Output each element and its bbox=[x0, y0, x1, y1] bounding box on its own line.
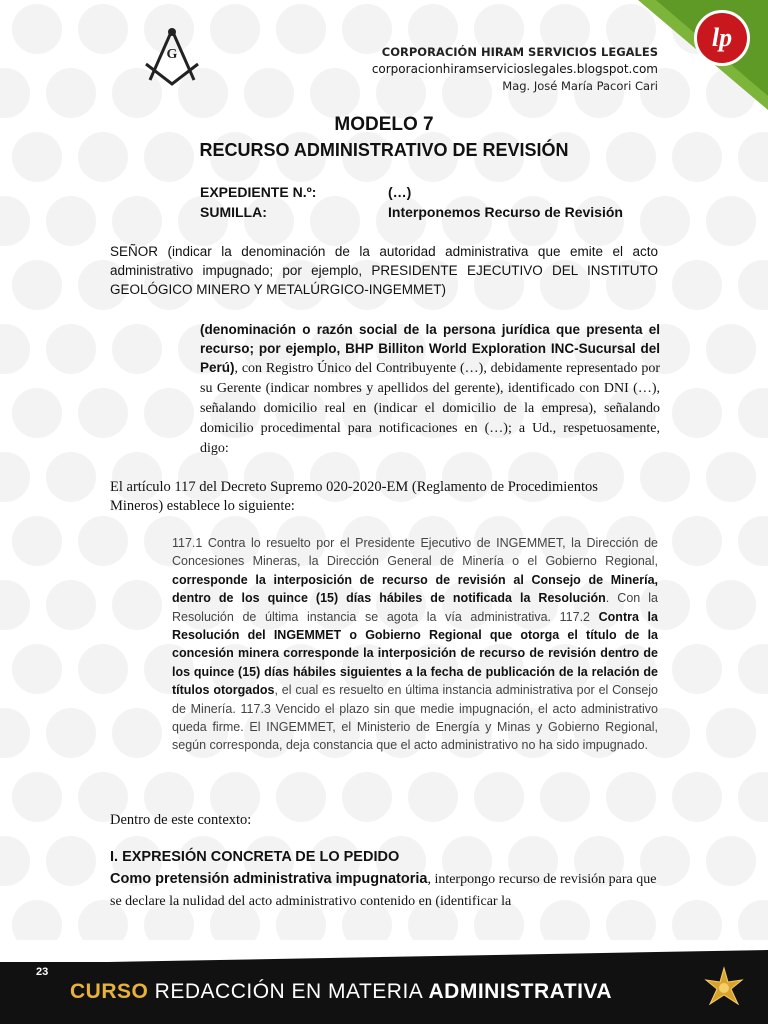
sumilla-row bbox=[200, 204, 623, 220]
context-line: Dentro de este contexto: bbox=[110, 812, 252, 828]
sumilla-label: SUMILLA: bbox=[200, 204, 267, 220]
section-paragraph bbox=[110, 868, 660, 912]
course-title bbox=[70, 980, 612, 1004]
senor-paragraph: SEÑOR (indicar la denominación de la autoridad administrativa que emite el acto administrativo impugnado; por ejemplo, PRESIDENTE EJECUTIVO DEL INSTITUTO GEOLÓGICO MINERO Y METALÚRGICO-INGEMMET) bbox=[110, 244, 658, 297]
org-name: CORPORACIÓN HIRAM SERVICIOS LEGALES bbox=[381, 45, 658, 59]
course-label: CURSO bbox=[70, 980, 149, 1003]
author-name: Mag. José María Pacori Cari bbox=[502, 79, 658, 93]
footer-banner bbox=[0, 940, 768, 1024]
svg-text:G: G bbox=[166, 47, 178, 62]
section-bold-lead: Como pretensión administrativa impugnatoria bbox=[110, 871, 428, 887]
blog-url: corporacionhiramservicioslegales.blogspot.com bbox=[371, 62, 658, 76]
page-number: 23 bbox=[36, 966, 49, 978]
model-title: MODELO 7 bbox=[334, 114, 434, 135]
legal-quote bbox=[172, 534, 658, 755]
course-middle: REDACCIÓN EN MATERIA bbox=[148, 980, 429, 1003]
section-heading: I. EXPRESIÓN CONCRETA DE LO PEDIDO bbox=[110, 849, 400, 865]
star-icon bbox=[702, 966, 746, 1010]
quote-text-1: 117.1 Contra lo resuelto por el Presidente Ejecutivo de INGEMMET, la Dirección de Concesiones Mineras, la Dirección General de Minería o el Gobierno Regional, bbox=[172, 536, 658, 569]
document-title: RECURSO ADMINISTRATIVO DE REVISIÓN bbox=[199, 140, 569, 160]
petitioner-paragraph bbox=[200, 320, 660, 458]
expediente-value: (…) bbox=[388, 184, 412, 200]
quote-text-2: . Con la Resolución de última instancia se agota la vía administrativa. 117.2 bbox=[172, 591, 658, 624]
petitioner-name: (denominación o razón social de la persona jurídica que presenta el recurso; por ejemplo, BHP Billiton World Exploration INC-Sucursal del Perú) bbox=[200, 322, 660, 375]
quote-text-3: , el cual es resuelto en última instancia administrativa por el Consejo de Minería. 117.3 Vencido el plazo sin que medie impugnación, el acto administrativo queda firme. El INGEMMET, el Ministerio de Energía y Minas y Gobierno Regional, según corresponda, deja constancia que el acto administrativo no ha sido impugnado. bbox=[172, 683, 659, 753]
petitioner-details: , con Registro Único del Contribuyente (…), debidamente representado por su Gerente (indicar nombres y apellidos del gerente), identificado con DNI (…), señalando domicilio real en (indicar el domicilio de la empresa), señalando domicilio procedimental para notificaciones en (…); a Ud., respetuosamente, digo: bbox=[200, 361, 660, 456]
section-text: , interpongo recurso de revisión para que se declare la nulidad del acto administrativo contenido en (identificar la bbox=[110, 872, 657, 909]
sumilla-value: Interponemos Recurso de Revisión bbox=[388, 204, 623, 220]
article-intro: El artículo 117 del Decreto Supremo 020-2020-EM (Reglamento de Procedimientos Mineros) establece lo siguiente: bbox=[110, 479, 598, 514]
expediente-label: EXPEDIENTE N.º: bbox=[200, 184, 317, 200]
quote-bold-1: corresponde la interposición de recurso de revisión al Consejo de Minería, dentro de los quince (15) días hábiles de notificada la Resolución bbox=[172, 572, 658, 606]
course-bold-end: ADMINISTRATIVA bbox=[428, 980, 613, 1003]
lp-logo-text: lp bbox=[711, 23, 733, 52]
expediente-row bbox=[200, 184, 412, 200]
quote-bold-2: Contra la Resolución del INGEMMET o Gobierno Regional que otorga el título de la concesión minera corresponde la interposición de recurso de revisión dentro de los quince (15) días hábiles siguientes a la fecha de publicación de la relación de títulos otorgados bbox=[172, 609, 658, 698]
